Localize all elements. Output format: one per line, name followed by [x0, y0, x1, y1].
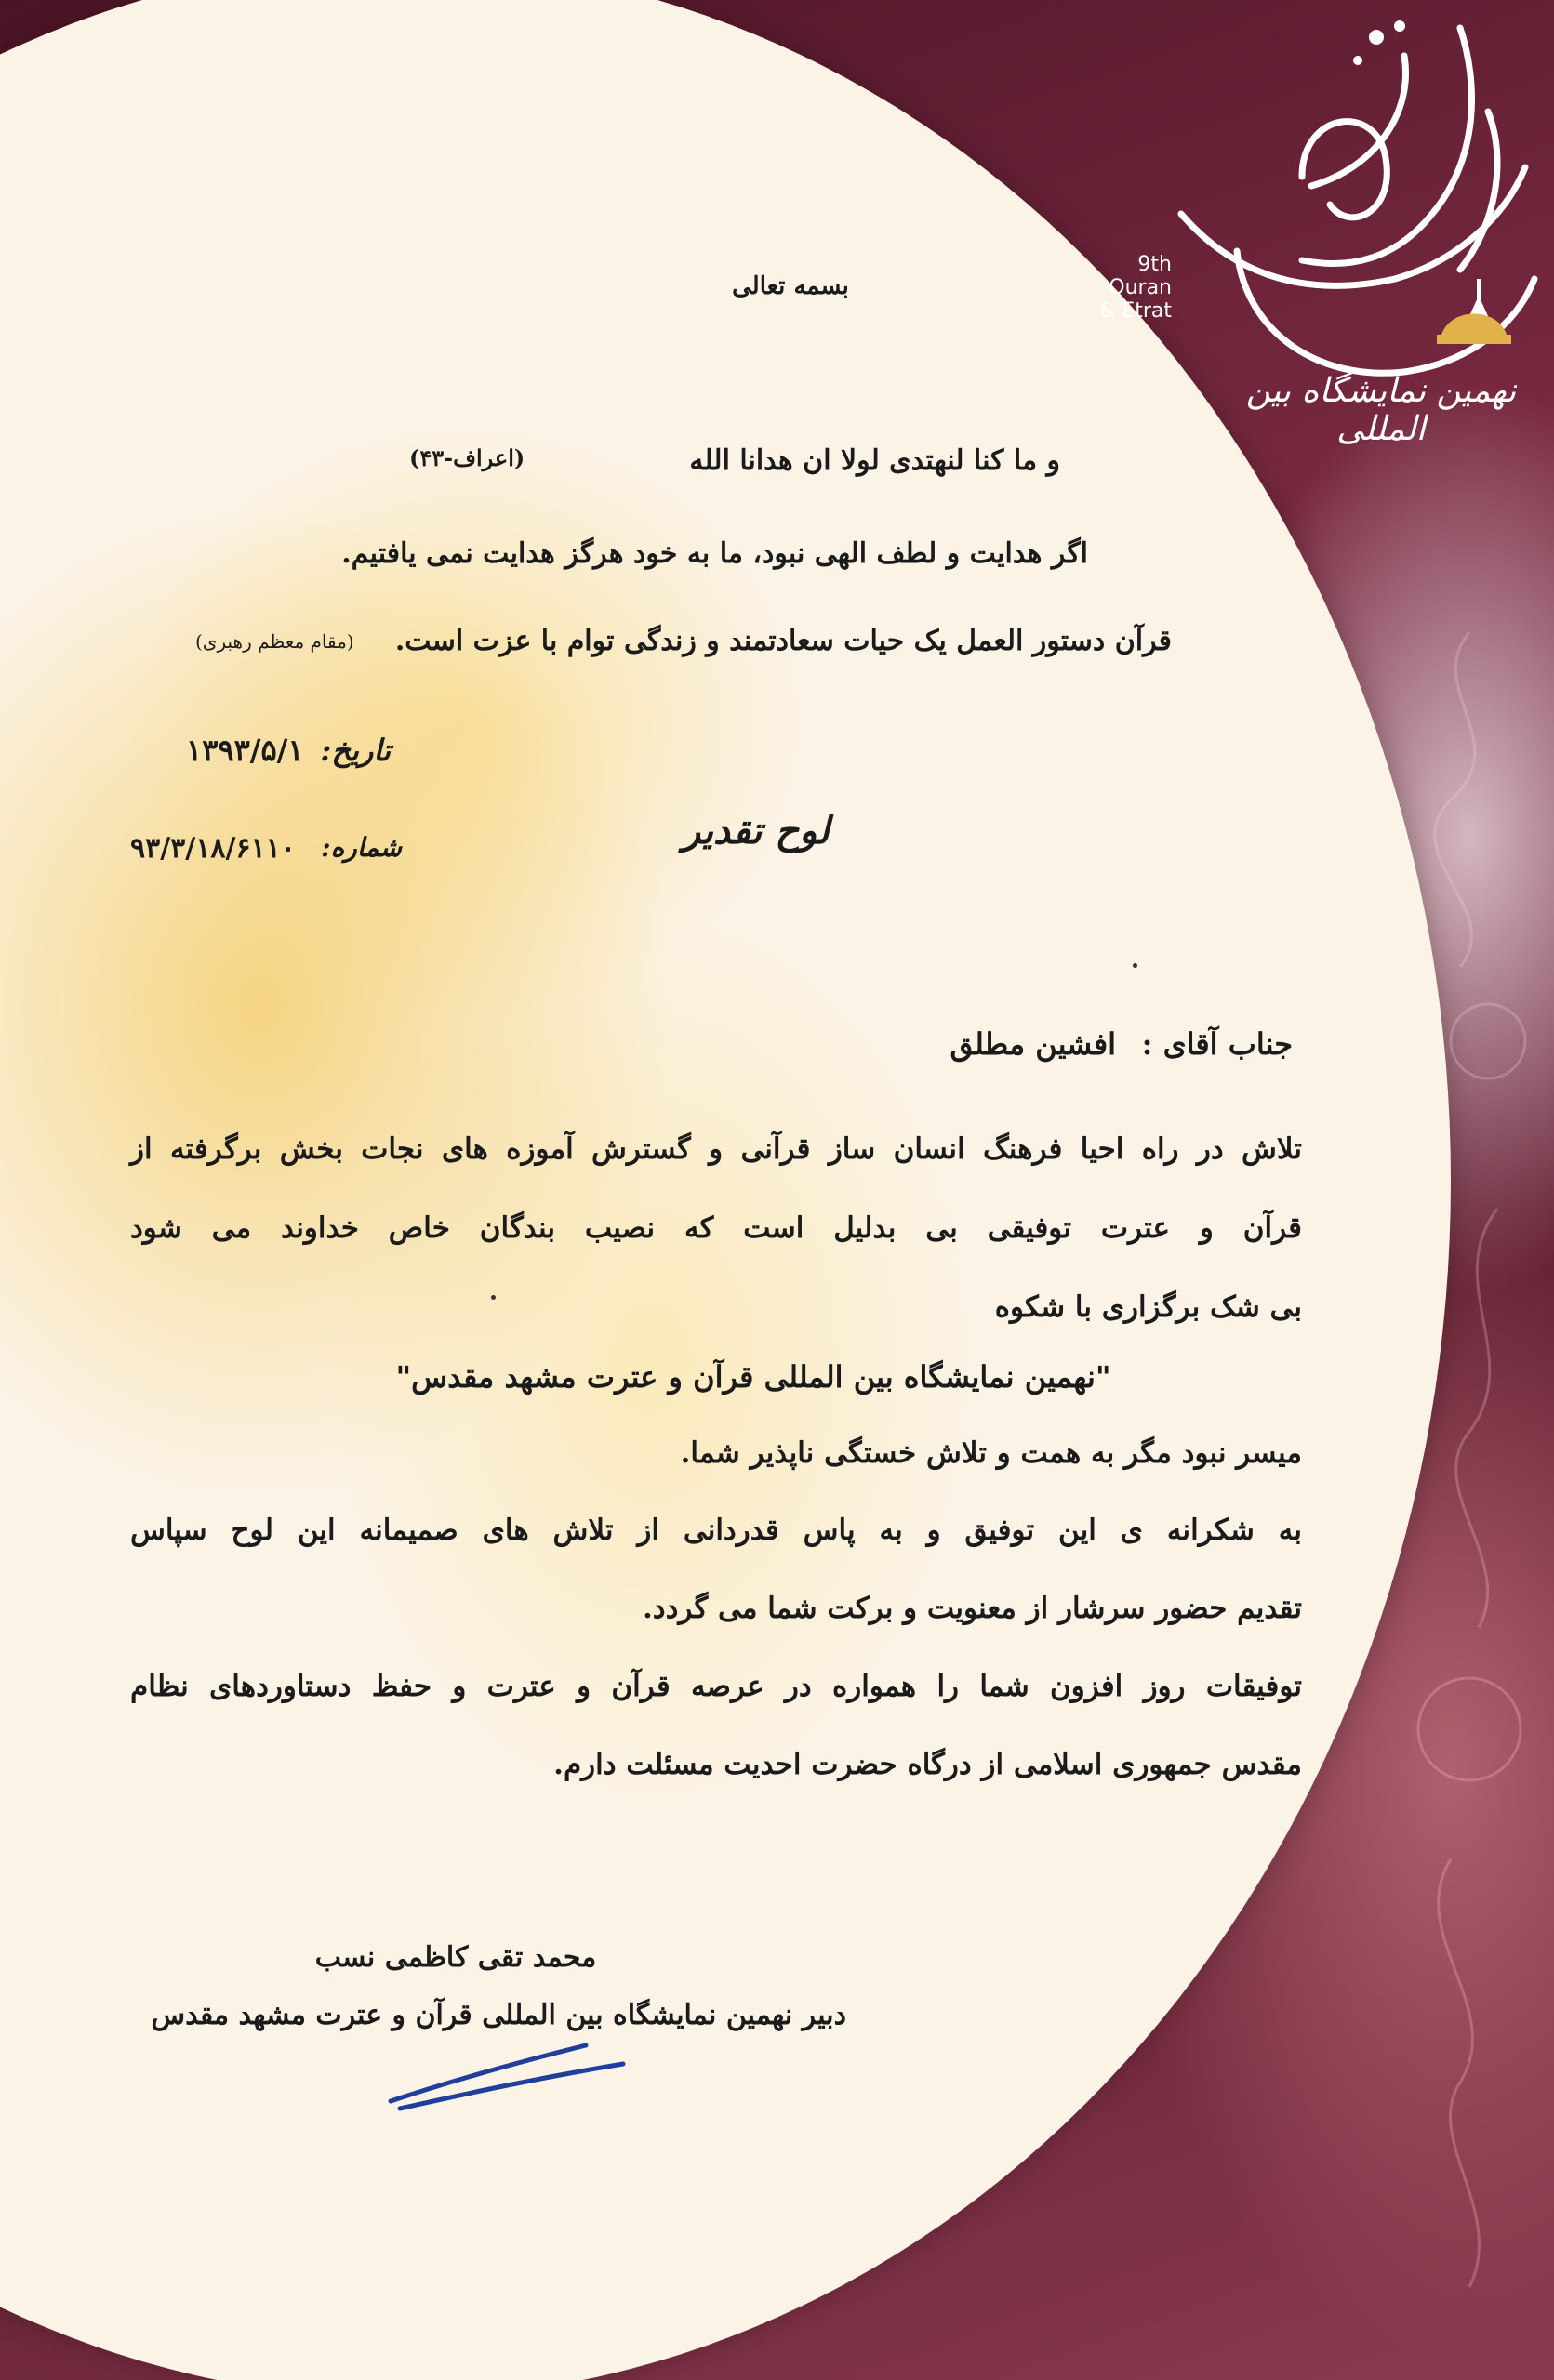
leader-reference: (مقام معظم رهبری) — [195, 630, 354, 653]
body-line: تلاش در راه احیا فرهنگ انسان ساز قرآنی و گسترش آموزه های نجات بخش برگرفته از — [130, 1132, 1302, 1166]
document-title: لوح تقدیر — [682, 809, 830, 853]
body-line: قرآن و عترت توفیقی بی بدلیل است که نصیب بندگان خاص خداوند می شود — [130, 1211, 1302, 1245]
number-value: ۹۳/۳/۱۸/۶۱۱۰ — [130, 832, 296, 865]
verse-reference: (اعراف-۴۳) — [409, 444, 525, 471]
body-line: تقدیم حضور سرشار از معنویت و برکت شما می گردد. — [642, 1592, 1302, 1625]
body-line: میسر نبود مگر به همت و تلاش خستگی ناپذیر شما. — [680, 1436, 1302, 1470]
signer-name: محمد تقی کاظمی نسب — [314, 1941, 597, 1974]
logo-edition-word-1: Quran — [1109, 276, 1172, 299]
logo-edition-word-2: & Etrat — [1099, 299, 1172, 323]
body-line: به شکرانه ی این توفیق و به پاس قدردانی از تلاش های صمیمانه این لوح سپاس — [130, 1514, 1302, 1547]
verse-translation: اگر هدایت و لطف الهی نبود، ما به خود هرگز هدایت نمی یافتیم. — [341, 537, 1088, 570]
body-line: مقدس جمهوری اسلامی از درگاه حضرت احدیت مسئلت دارم. — [553, 1748, 1302, 1781]
leader-quote: قرآن دستور العمل یک حیات سعادتمند و زندگی توام با عزت است. — [394, 625, 1172, 657]
number-label: شماره: — [321, 832, 402, 863]
bismillah: بسمه تعالی — [732, 272, 849, 300]
body-line: بی شک برگزاری با شکوه — [994, 1290, 1302, 1324]
logo-title: نهمین نمایشگاه بین المللی — [1245, 372, 1517, 448]
date-value: ۱۳۹۳/۵/۱ — [186, 733, 304, 768]
floral-ornament — [1283, 558, 1553, 2324]
exhibition-name: "نهمین نمایشگاه بین المللی قرآن و عترت مشهد مقدس" — [395, 1359, 1111, 1395]
body-line: توفیقات روز افزون شما را همواره در عرصه قرآن و عترت و حفظ دستاوردهای نظام — [130, 1670, 1302, 1703]
date-label: تاریخ: — [320, 733, 391, 768]
quran-verse: و ما کنا لنهتدی لولا ان هدانا الله — [689, 444, 1060, 477]
logo-edition-number: 9th — [1137, 253, 1172, 276]
addressee-name: افشین مطلق — [950, 1026, 1116, 1062]
ink-dot — [1133, 963, 1137, 968]
addressee-label: جناب آقای : — [1141, 1026, 1293, 1062]
ink-dot — [491, 1295, 496, 1300]
handwritten-signature — [372, 2027, 651, 2120]
logo-edition-text — [1069, 253, 1172, 323]
signer-title: دبیر نهمین نمایشگاه بین المللی قرآن و عترت مشهد مقدس — [151, 1999, 846, 2031]
